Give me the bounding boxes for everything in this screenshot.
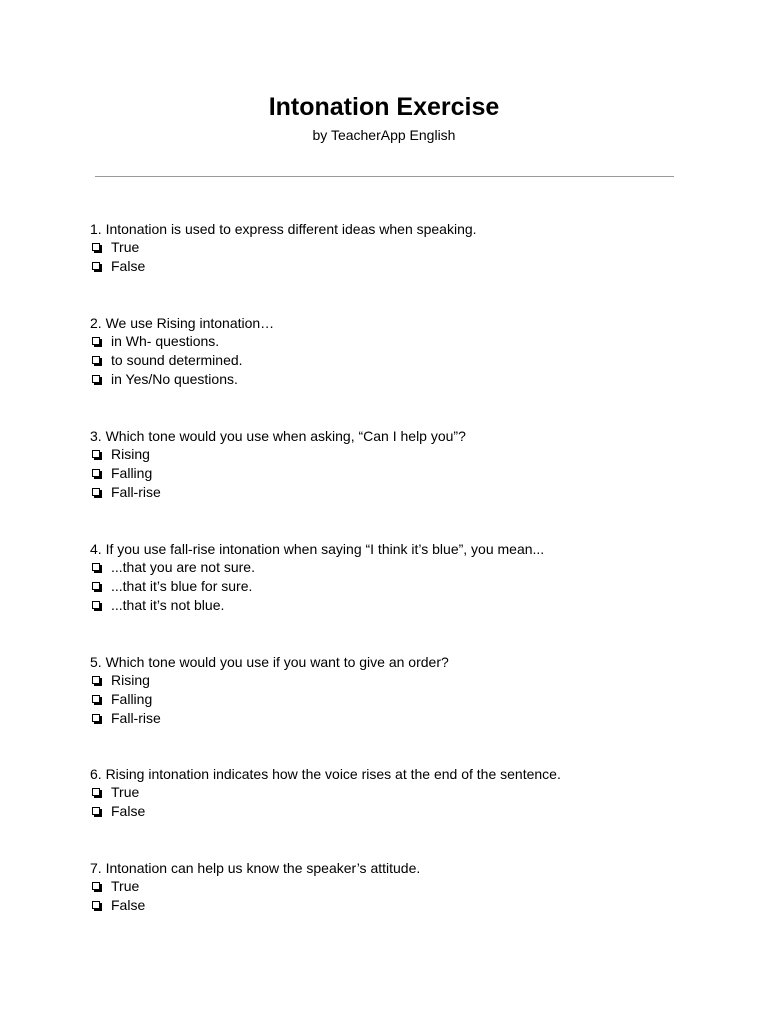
header-divider (95, 176, 674, 177)
checkbox-icon[interactable] (92, 901, 100, 909)
option-label: ...that it’s not blue. (111, 596, 225, 613)
option-label: ...that you are not sure. (111, 559, 255, 576)
question-1 (90, 220, 690, 276)
question-6 (90, 765, 690, 821)
checkbox-icon[interactable] (92, 807, 100, 815)
option-item[interactable] (90, 802, 690, 821)
question-text: 4. If you use fall-rise intonation when saying “I think it’s blue”, you mean... (90, 541, 545, 557)
question-3 (90, 427, 690, 501)
checkbox-icon[interactable] (92, 676, 100, 684)
checkbox-icon[interactable] (92, 356, 100, 364)
option-label: Fall-rise (111, 483, 161, 500)
option-item[interactable] (90, 445, 690, 464)
checkbox-icon[interactable] (92, 375, 100, 383)
option-label: False (111, 897, 146, 914)
checkbox-icon[interactable] (92, 582, 100, 590)
option-item[interactable] (90, 877, 690, 896)
option-item[interactable] (90, 464, 690, 483)
question-4 (90, 540, 690, 614)
checkbox-icon[interactable] (92, 601, 100, 609)
option-item[interactable] (90, 332, 690, 351)
option-label: Fall-rise (111, 709, 161, 726)
option-item[interactable] (90, 783, 690, 802)
option-label: False (111, 803, 146, 820)
option-item[interactable] (90, 351, 690, 370)
question-7 (90, 859, 690, 915)
option-label: in Wh- questions. (111, 333, 220, 350)
option-label: Rising (111, 446, 150, 463)
checkbox-icon[interactable] (92, 469, 100, 477)
checkbox-icon[interactable] (92, 243, 100, 251)
question-text: 1. Intonation is used to express different ideas when speaking. (90, 221, 477, 237)
question-text: 5. Which tone would you use if you want to give an order? (90, 654, 449, 670)
option-label: False (111, 258, 146, 275)
question-text: 2. We use Rising intonation… (90, 315, 275, 331)
option-label: in Yes/No questions. (111, 370, 238, 387)
option-item[interactable] (90, 577, 690, 596)
checkbox-icon[interactable] (92, 788, 100, 796)
checkbox-icon[interactable] (92, 563, 100, 571)
option-label: ...that it’s blue for sure. (111, 578, 253, 595)
option-label: to sound determined. (111, 352, 243, 369)
option-item[interactable] (90, 690, 690, 709)
option-item[interactable] (90, 558, 690, 577)
question-text: 7. Intonation can help us know the speaker’s attitude. (90, 860, 421, 876)
option-item[interactable] (90, 709, 690, 728)
checkbox-icon[interactable] (92, 337, 100, 345)
checkbox-icon[interactable] (92, 714, 100, 722)
option-item[interactable] (90, 257, 690, 276)
question-text: 3. Which tone would you use when asking, “Can I help you”? (90, 428, 466, 444)
option-item[interactable] (90, 896, 690, 915)
option-item[interactable] (90, 238, 690, 257)
checkbox-icon[interactable] (92, 488, 100, 496)
question-text: 6. Rising intonation indicates how the voice rises at the end of the sentence. (90, 766, 561, 782)
option-label: True (111, 878, 140, 895)
option-item[interactable] (90, 671, 690, 690)
option-label: True (111, 239, 140, 256)
question-2 (90, 314, 690, 388)
option-item[interactable] (90, 596, 690, 615)
option-label: Rising (111, 672, 150, 689)
option-label: Falling (111, 465, 153, 482)
page-subtitle: by TeacherApp English (312, 127, 456, 143)
option-item[interactable] (90, 370, 690, 389)
question-5 (90, 653, 690, 727)
page-title: Intonation Exercise (268, 93, 500, 121)
option-label: True (111, 784, 140, 801)
checkbox-icon[interactable] (92, 882, 100, 890)
checkbox-icon[interactable] (92, 695, 100, 703)
option-item[interactable] (90, 483, 690, 502)
option-label: Falling (111, 691, 153, 708)
checkbox-icon[interactable] (92, 262, 100, 270)
checkbox-icon[interactable] (92, 450, 100, 458)
